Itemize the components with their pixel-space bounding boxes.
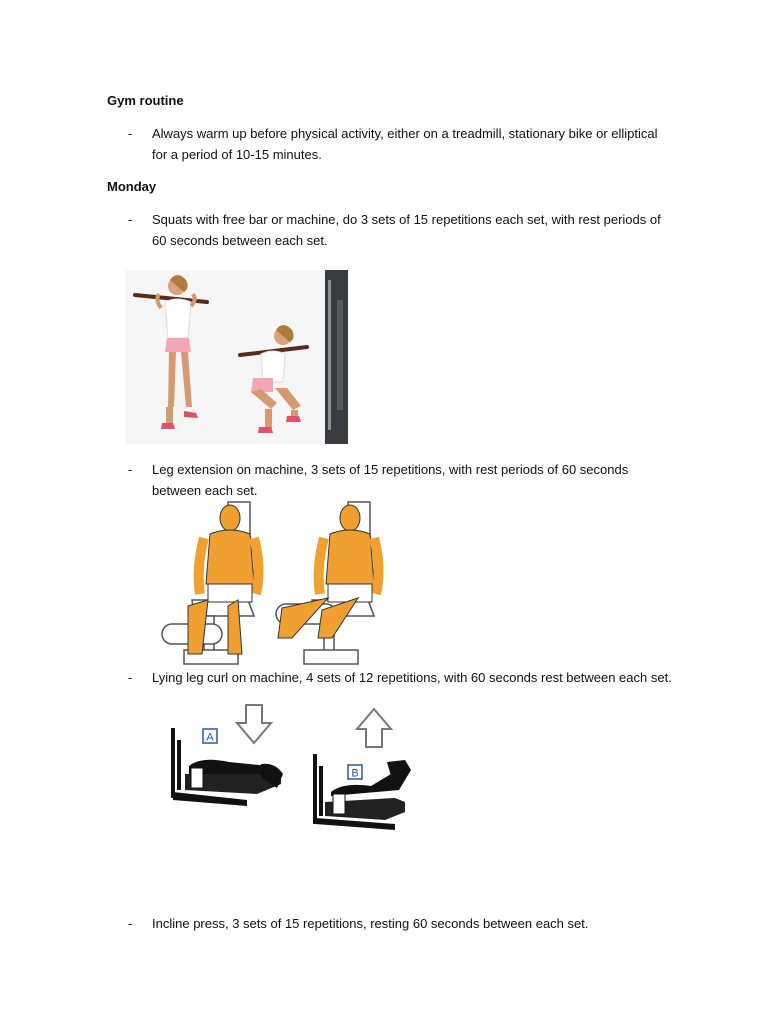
page-title: Gym routine [107,93,184,108]
squats-bullet-text: Squats with free bar or machine, do 3 sets of 15 repetitions each set, with rest periods of 60 seconds between each set. [152,212,661,248]
label-a: A [206,731,214,744]
incline-press-bullet-text: Incline press, 3 sets of 15 repetitions, resting 60 seconds between each set. [152,916,589,931]
warmup-bullet-text: Always warm up before physical activity, either on a treadmill, stationary bike or elliptical for a period of 10-15 minutes. [152,126,658,162]
day-heading: Monday [107,179,157,194]
squat-illustration [125,270,348,444]
leg-curl-bullet-text: Lying leg curl on machine, 4 sets of 12 repetitions, with 60 seconds rest between each set. [152,670,672,685]
leg-curl-illustration [165,700,415,835]
bullet-marker: - [128,462,133,477]
bullet-marker: - [128,212,133,227]
down-arrow-icon [237,705,271,743]
leg-extension-bullet-text: Leg extension on machine, 3 sets of 15 repetitions, with rest periods of 60 seconds between each set. [152,462,629,498]
leg-extension-illustration [152,500,392,670]
bullet-marker: - [128,670,133,685]
up-arrow-icon [357,709,391,747]
bullet-marker: - [128,916,133,931]
label-b: B [351,767,359,780]
bullet-marker: - [128,126,133,141]
